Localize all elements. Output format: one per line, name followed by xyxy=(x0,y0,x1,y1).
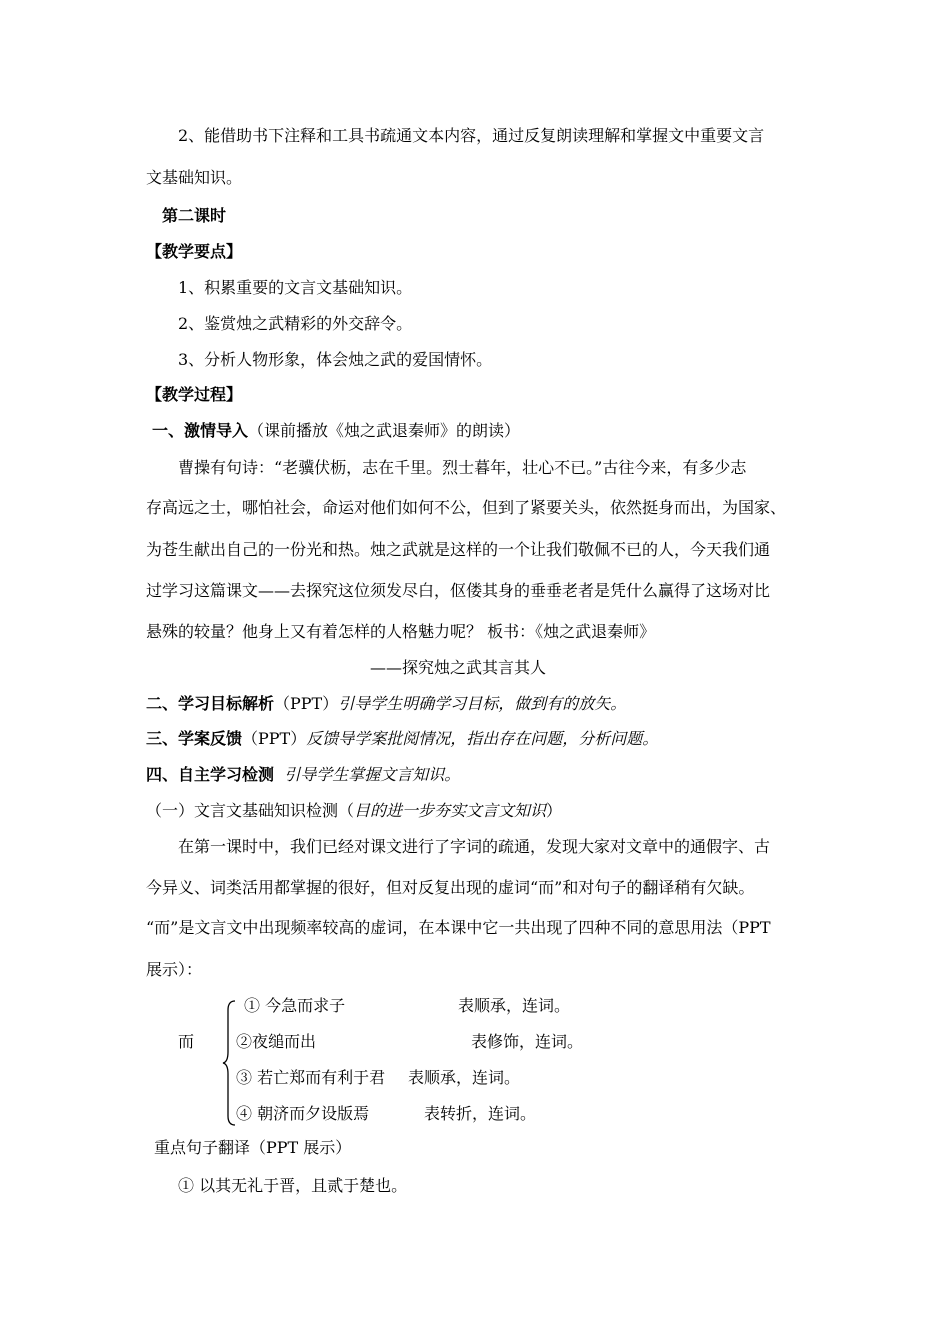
subsection-1-line xyxy=(146,801,562,821)
body-line-4: 展示）： xyxy=(146,960,203,979)
er-usage-2-meaning: 表修饰，连词。 xyxy=(471,1032,584,1051)
section-2-line xyxy=(146,694,626,714)
er-character: 而 xyxy=(178,1032,195,1051)
intro-line-5: 悬殊的较量？他身上又有着怎样的人格魅力呢？ 板书：《烛之武退秦师》 xyxy=(146,622,656,641)
process-heading: 【教学过程】 xyxy=(146,385,243,404)
subsection-1-close: ） xyxy=(546,801,563,820)
blackboard-subtitle: ——探究烛之武其言其人 xyxy=(370,658,547,677)
er-usage-4-meaning: 表转折，连词。 xyxy=(424,1104,537,1123)
section-2-ppt: （PPT） xyxy=(274,694,339,713)
section-3-desc: 反馈导学案批阅情况，指出存在问题，分析问题。 xyxy=(306,729,659,748)
section-4-desc: 引导学生掌握文言知识。 xyxy=(284,765,461,784)
subsection-1-purpose: 目的进一步夯实文言文知识 xyxy=(354,801,547,820)
intro-line-3: 为苍生献出自己的一份光和热。烛之武就是这样的一个让我们敬佩不已的人，今天我们通 xyxy=(146,540,771,559)
section-4-line xyxy=(146,765,460,785)
er-usage-1-meaning: 表顺承，连词。 xyxy=(458,996,571,1015)
lesson-2-heading: 第二课时 xyxy=(162,206,227,225)
body-line-3: “而”是文言文中出现频率较高的虚词，在本课中它一共出现了四种不同的意思用法（PPT xyxy=(146,918,771,937)
curly-brace xyxy=(222,1000,236,1126)
key-points-heading: 【教学要点】 xyxy=(146,242,243,261)
key-point-2: 2、鉴赏烛之武精彩的外交辞令。 xyxy=(178,314,413,333)
section-1-note: （课前播放《烛之武退秦师》的朗读） xyxy=(248,421,521,440)
key-point-3: 3、分析人物形象，体会烛之武的爱国情怀。 xyxy=(178,350,493,369)
key-sentence-1: ① 以其无礼于晋，且贰于楚也。 xyxy=(178,1176,408,1195)
objective-2-line-1: 2、能借助书下注释和工具书疏通文本内容，通过反复朗读理解和掌握文中重要文言 xyxy=(178,126,765,145)
objective-2-line-2: 文基础知识。 xyxy=(146,168,243,187)
er-usage-1-example: ① 今急而求子 xyxy=(244,996,346,1015)
er-usage-2-example: ②夜缒而出 xyxy=(236,1032,317,1051)
body-line-1: 在第一课时中，我们已经对课文进行了字词的疏通，发现大家对文章中的通假字、古 xyxy=(178,837,771,856)
section-1-heading xyxy=(152,421,520,441)
section-3-title: 三、学案反馈 xyxy=(146,729,243,748)
section-3-ppt: （PPT） xyxy=(242,729,307,748)
er-usage-3-meaning: 表顺承，连词。 xyxy=(408,1068,521,1087)
section-1-title: 一、激情导入 xyxy=(152,421,249,440)
er-usage-4-example: ④ 朝济而夕设版焉 xyxy=(236,1104,370,1123)
er-usage-3-example: ③ 若亡郑而有利于君 xyxy=(236,1068,386,1087)
section-4-title: 四、自主学习检测 xyxy=(146,765,275,784)
section-2-title: 二、学习目标解析 xyxy=(146,694,275,713)
intro-line-2: 存高远之士，哪怕社会，命运对他们如何不公，但到了紧要关头，依然挺身而出，为国家、 xyxy=(146,498,787,517)
subsection-1-title: （一）文言文基础知识检测（ xyxy=(146,801,355,820)
key-point-1: 1、积累重要的文言文基础知识。 xyxy=(178,278,413,297)
intro-line-4: 过学习这篇课文——去探究这位须发尽白，伛偻其身的垂垂老者是凭什么赢得了这场对比 xyxy=(146,581,771,600)
section-2-desc: 引导学生明确学习目标，做到有的放矢。 xyxy=(338,694,627,713)
body-line-2: 今异义、词类活用都掌握的很好，但对反复出现的虚词“而”和对句子的翻译稍有欠缺。 xyxy=(146,878,755,897)
intro-line-1: 曹操有句诗：“老骥伏枥，志在千里。烈士暮年，壮心不已。”古往今来，有多少志 xyxy=(178,458,747,477)
section-3-line xyxy=(146,729,658,749)
key-sentence-heading: 重点句子翻译（PPT 展示） xyxy=(154,1138,352,1157)
